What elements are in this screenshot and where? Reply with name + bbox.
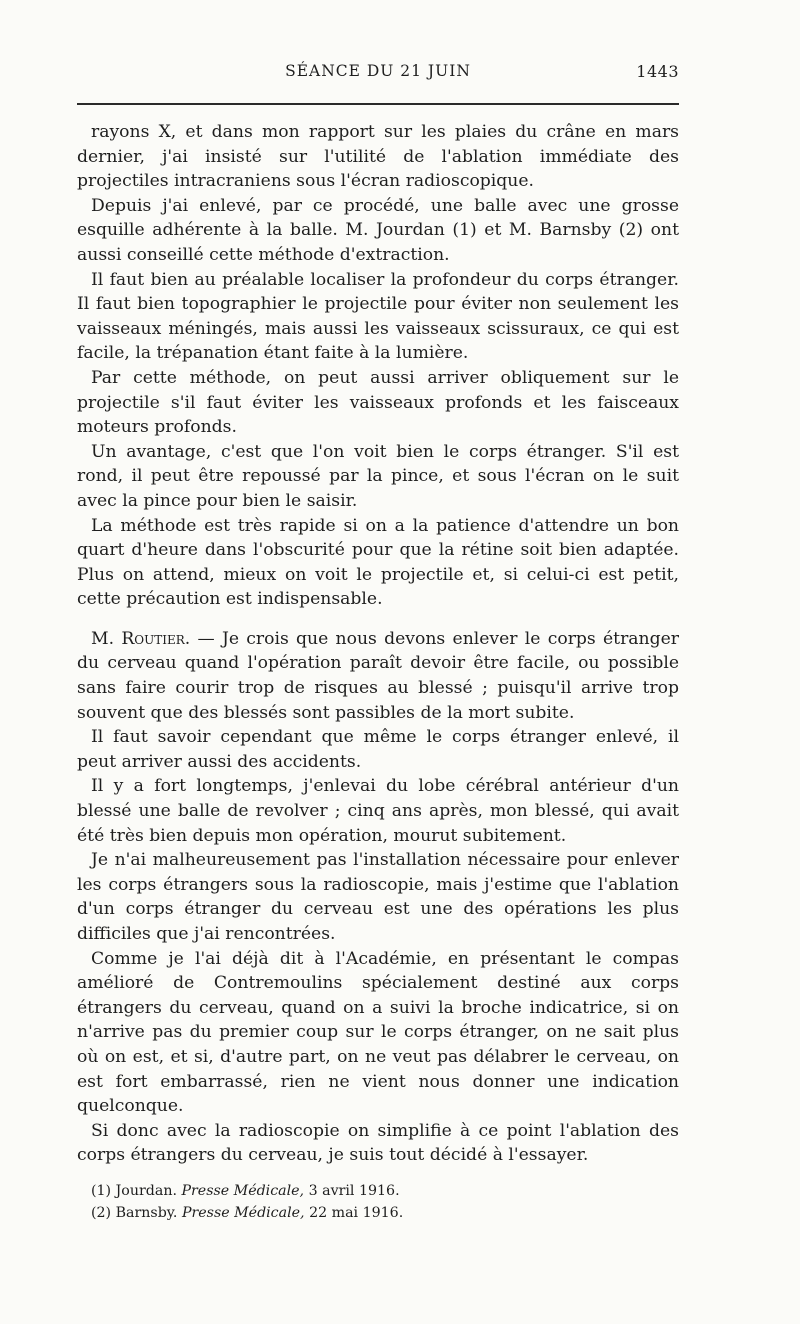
section-spacer [77,612,679,627]
footnote-journal: Presse Médicale, [181,1183,305,1199]
footnote-date: 22 mai 1916. [309,1205,404,1221]
running-title: SÉANCE DU 21 JUIN [285,62,471,80]
speaker-name: M. Routier. [91,628,191,649]
paragraph: Il faut savoir cependant que même le corps étranger enlevé, il peut arriver aussi des accidents. [77,727,679,772]
paragraph: La méthode est très rapide si on a la patience d'attendre un bon quart d'heure dans l'obscurité pour que la rétine soit bien adaptée. Plus on attend, mieux on voit le projectile et, si celui-ci est petit, cette précaution est indispensable. [77,515,679,610]
paragraph: Il faut bien au préalable localiser la profondeur du corps étranger. Il faut bien topographier le projectile pour éviter non seulement les vaisseaux méningés, mais aussi les vaisseaux scissuraux, ce qui est facile, la trépanation étant faite à la lumière. [77,269,679,364]
footnote [77,1202,679,1224]
page-header [77,62,679,88]
paragraph: Par cette méthode, on peut aussi arriver obliquement sur le projectile s'il faut éviter les vaisseaux profonds et les faisceaux moteurs profonds. [77,367,679,438]
paragraph: Si donc avec la radioscopie on simplifie à ce point l'ablation des corps étrangers du cerveau, je suis tout décidé à l'essayer. [77,1120,679,1166]
footnote-journal: Presse Médicale, [181,1205,305,1221]
footnote-author: Barnsby. [115,1205,178,1221]
paragraph: Un avantage, c'est que l'on voit bien le corps étranger. S'il est rond, il peut être repoussé par la pince, et sous l'écran on le suit avec la pince pour bien le saisir. [77,441,679,511]
footnote [77,1180,679,1202]
paragraph: Comme je l'ai déjà dit à l'Académie, en présentant le compas amélioré de Contremoulins spécialement destiné aux corps étrangers du cerveau, quand on a suivi la broche indicatrice, si on n'arrive pas du premier coup sur le corps étranger, on ne sait plus où on est, et si, d'autre part, on ne veut pas délabrer le cerveau, on est fort embarrassé, rien ne vient nous donner une indication quelconque. [77,948,679,1117]
footnotes [77,1180,679,1224]
footnote-author: Jourdan. [115,1183,177,1199]
footnote-marker: (2) [91,1205,112,1221]
paragraph: Il y a fort longtemps, j'enlevai du lobe cérébral antérieur d'un blessé une balle de revolver ; cinq ans après, mon blessé, qui avait été très bien depuis mon opération, mourut subitement. [77,776,679,846]
body-text [77,120,679,1168]
speaker-paragraph [77,627,679,725]
paragraph: Je n'ai malheureusement pas l'installation nécessaire pour enlever les corps étrangers sous la radioscopie, mais j'estime que l'ablation d'un corps étranger du cerveau est une des opérations les plus difficiles que j'ai rencontrées. [77,850,679,944]
footnote-date: 3 avril 1916. [308,1183,400,1199]
page-number: 1443 [636,62,679,81]
speaker-text: Je crois que nous devons enlever le corps étranger du cerveau quand l'opération paraît devoir être facile, ou possible sans faire courir trop de risques au blessé ; puisqu'il arrive trop souvent que des blessés sont passibles de la mort subite. [77,628,679,723]
footnote-marker: (1) [91,1183,112,1199]
speaker-dash: — [197,628,215,649]
paragraph: rayons X, et dans mon rapport sur les plaies du crâne en mars dernier, j'ai insisté sur l'utilité de l'ablation immédiate des projectiles intracraniens sous l'écran radioscopique. [77,122,679,192]
header-rule [77,103,679,105]
paragraph: Depuis j'ai enlevé, par ce procédé, une balle avec une grosse esquille adhérente à la balle. M. Jourdan (1) et M. Barnsby (2) ont aussi conseillé cette méthode d'extraction. [77,195,679,265]
